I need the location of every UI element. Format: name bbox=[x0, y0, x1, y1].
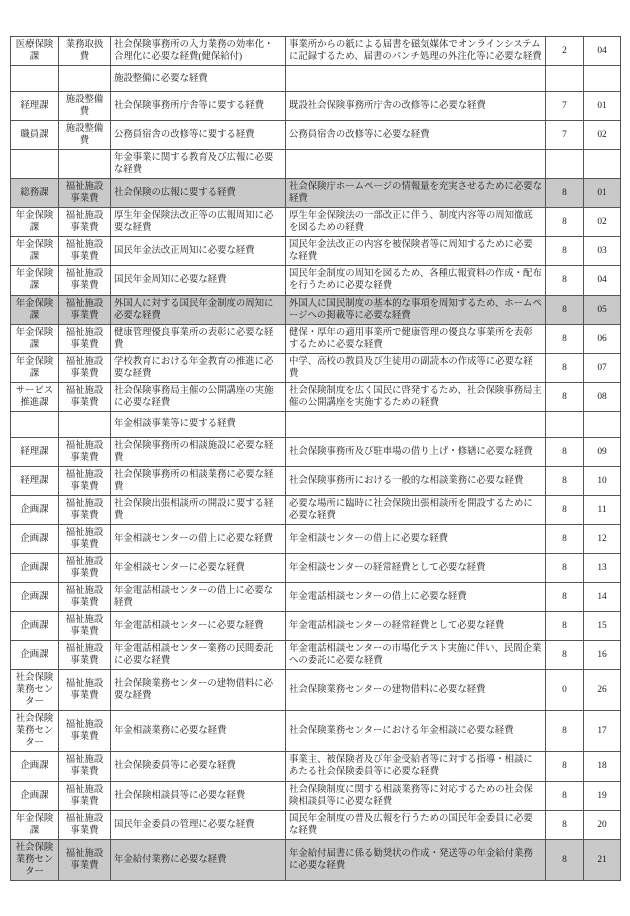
cell-item: 年金相談センターに必要な経費 bbox=[111, 554, 286, 583]
table-row bbox=[11, 324, 621, 353]
cell-division: 企画課 bbox=[11, 583, 59, 612]
cell-code2: 26 bbox=[584, 670, 621, 711]
cell-description: 社会保険事務所における一般的な相談業務に必要な経費 bbox=[286, 466, 546, 495]
cell-code1: 8 bbox=[546, 554, 584, 583]
cell-item: 健康管理優良事業所の表彰に必要な経費 bbox=[111, 324, 286, 353]
cell-division: 年金保険課 bbox=[11, 324, 59, 353]
cell-description: 厚生年金保険法の一部改正に伴う、制度内容等の周知徹底を図るための経費 bbox=[286, 208, 546, 237]
cell-code1: 8 bbox=[546, 237, 584, 266]
cell-item: 社会保険事務所の入力業務の効率化・合理化に必要な経費(健保給付) bbox=[111, 37, 286, 66]
cell-item: 社会保険出張相談所の開設に要する経費 bbox=[111, 495, 286, 524]
cell-division bbox=[11, 150, 59, 179]
cell-item: 年金電話相談センターに必要な経費 bbox=[111, 612, 286, 641]
cell-description: 社会保険庁ホームページの情報量を充実させるために必要な経費 bbox=[286, 179, 546, 208]
cell-code2 bbox=[584, 411, 621, 437]
cell-expense-category: 施設整備費 bbox=[59, 92, 111, 121]
table-row bbox=[11, 641, 621, 670]
cell-code2: 02 bbox=[584, 208, 621, 237]
cell-code2: 03 bbox=[584, 237, 621, 266]
table-row bbox=[11, 179, 621, 208]
cell-description: 社会保険事務所及び駐車場の借り上げ・修繕に必要な経費 bbox=[286, 437, 546, 466]
cell-expense-category: 福祉施設事業費 bbox=[59, 353, 111, 382]
cell-code2: 01 bbox=[584, 92, 621, 121]
cell-division: 社会保険業務センター bbox=[11, 711, 59, 752]
cell-description: 社会保険制度に関する相談業務等に対応するための社会保険相談員等に必要な経費 bbox=[286, 781, 546, 810]
cell-description: 年金相談センターの借上に必要な経費 bbox=[286, 524, 546, 553]
cell-division bbox=[11, 411, 59, 437]
cell-expense-category: 福祉施設事業費 bbox=[59, 237, 111, 266]
cell-code2: 09 bbox=[584, 437, 621, 466]
cell-division: 企画課 bbox=[11, 495, 59, 524]
cell-code2: 13 bbox=[584, 554, 621, 583]
cell-expense-category bbox=[59, 150, 111, 179]
cell-code1: 8 bbox=[546, 324, 584, 353]
cell-expense-category: 福祉施設事業費 bbox=[59, 437, 111, 466]
table-row bbox=[11, 437, 621, 466]
table-row bbox=[11, 524, 621, 553]
cell-item: 年金給付業務に必要な経費 bbox=[111, 839, 286, 880]
cell-division: 年金保険課 bbox=[11, 208, 59, 237]
cell-expense-category: 福祉施設事業費 bbox=[59, 266, 111, 295]
cell-item: 厚生年金保険法改正等の広報周知に必要な経費 bbox=[111, 208, 286, 237]
cell-division: 企画課 bbox=[11, 781, 59, 810]
cell-division: サービス推進課 bbox=[11, 382, 59, 411]
cell-item: 施設整備に必要な経費 bbox=[111, 66, 286, 92]
table-row bbox=[11, 711, 621, 752]
cell-code1: 8 bbox=[546, 208, 584, 237]
cell-description: 社会保険業務センターの建物借料に必要な経費 bbox=[286, 670, 546, 711]
table-row bbox=[11, 208, 621, 237]
cell-description: 外国人に国民制度の基本的な事項を周知するため、ホームページへの掲載等に必要な経費 bbox=[286, 295, 546, 324]
cell-description: 年金電話相談センターの経常経費として必要な経費 bbox=[286, 612, 546, 641]
cell-expense-category: 福祉施設事業費 bbox=[59, 208, 111, 237]
table-row bbox=[11, 37, 621, 66]
cell-code2: 15 bbox=[584, 612, 621, 641]
cell-code2: 19 bbox=[584, 781, 621, 810]
cell-expense-category: 福祉施設事業費 bbox=[59, 179, 111, 208]
table-row bbox=[11, 839, 621, 880]
cell-division: 総務課 bbox=[11, 179, 59, 208]
table-row bbox=[11, 237, 621, 266]
cell-division: 年金保険課 bbox=[11, 810, 59, 839]
cell-item: 社会保険事務局主催の公開講座の実施に必要な経費 bbox=[111, 382, 286, 411]
cell-expense-category: 福祉施設事業費 bbox=[59, 810, 111, 839]
cell-code1: 8 bbox=[546, 466, 584, 495]
cell-item: 年金相談センターの借上に必要な経費 bbox=[111, 524, 286, 553]
cell-description: 中学、高校の教員及び生徒用の副読本の作成等に必要な経費 bbox=[286, 353, 546, 382]
cell-expense-category: 福祉施設事業費 bbox=[59, 781, 111, 810]
table-row bbox=[11, 266, 621, 295]
table-row bbox=[11, 121, 621, 150]
cell-code2: 14 bbox=[584, 583, 621, 612]
cell-code1: 7 bbox=[546, 92, 584, 121]
table-row bbox=[11, 150, 621, 179]
cell-division: 年金保険課 bbox=[11, 237, 59, 266]
table-row bbox=[11, 670, 621, 711]
cell-description: 年金電話相談センターの市場化テスト実施に伴い、民間企業への委託に必要な経費 bbox=[286, 641, 546, 670]
cell-code2: 05 bbox=[584, 295, 621, 324]
cell-code2 bbox=[584, 66, 621, 92]
cell-code1: 8 bbox=[546, 583, 584, 612]
cell-code2 bbox=[584, 150, 621, 179]
cell-expense-category: 福祉施設事業費 bbox=[59, 670, 111, 711]
cell-item: 社会保険事務所の相談業務に必要な経費 bbox=[111, 466, 286, 495]
cell-code1: 8 bbox=[546, 266, 584, 295]
cell-code1: 8 bbox=[546, 839, 584, 880]
table-row bbox=[11, 495, 621, 524]
cell-division: 職員課 bbox=[11, 121, 59, 150]
cell-item: 年金相談事業等に要する経費 bbox=[111, 411, 286, 437]
cell-description: 年金相談センターの経常経費として必要な経費 bbox=[286, 554, 546, 583]
cell-code1 bbox=[546, 411, 584, 437]
cell-description bbox=[286, 150, 546, 179]
cell-division: 企画課 bbox=[11, 641, 59, 670]
cell-expense-category: 業務取扱費 bbox=[59, 37, 111, 66]
cell-description bbox=[286, 411, 546, 437]
cell-item: 外国人に対する国民年金制度の周知に必要な経費 bbox=[111, 295, 286, 324]
cell-expense-category: 施設整備費 bbox=[59, 121, 111, 150]
table-row bbox=[11, 382, 621, 411]
cell-code2: 21 bbox=[584, 839, 621, 880]
cell-expense-category: 福祉施設事業費 bbox=[59, 583, 111, 612]
cell-division: 経理課 bbox=[11, 92, 59, 121]
cell-item: 年金相談業務に必要な経費 bbox=[111, 711, 286, 752]
cell-description: 健保・厚年の適用事業所で健康管理の優良な事業所を表彰するために必要な経費 bbox=[286, 324, 546, 353]
cell-division: 企画課 bbox=[11, 752, 59, 781]
cell-item: 社会保険の広報に要する経費 bbox=[111, 179, 286, 208]
cell-division bbox=[11, 66, 59, 92]
cell-division: 企画課 bbox=[11, 612, 59, 641]
cell-code2: 16 bbox=[584, 641, 621, 670]
table-row bbox=[11, 411, 621, 437]
cell-expense-category bbox=[59, 66, 111, 92]
cell-code1: 8 bbox=[546, 437, 584, 466]
cell-code1: 8 bbox=[546, 641, 584, 670]
cell-code2: 08 bbox=[584, 382, 621, 411]
cell-expense-category: 福祉施設事業費 bbox=[59, 524, 111, 553]
cell-code1: 8 bbox=[546, 295, 584, 324]
cell-code2: 04 bbox=[584, 266, 621, 295]
cell-division: 年金保険課 bbox=[11, 353, 59, 382]
cell-code1: 8 bbox=[546, 495, 584, 524]
cell-item: 社会保険委員等に必要な経費 bbox=[111, 752, 286, 781]
cell-item: 年金電話相談センターの借上に必要な経費 bbox=[111, 583, 286, 612]
cell-code1: 8 bbox=[546, 781, 584, 810]
cell-code1: 8 bbox=[546, 752, 584, 781]
cell-description: 事業所からの紙による届書を磁気媒体でオンラインシステムに記録するため、届書のパンチ処理の外注化等に必要な経費 bbox=[286, 37, 546, 66]
cell-expense-category: 福祉施設事業費 bbox=[59, 752, 111, 781]
budget-table-body bbox=[11, 37, 621, 881]
cell-code1: 8 bbox=[546, 353, 584, 382]
cell-code2: 10 bbox=[584, 466, 621, 495]
cell-code1: 7 bbox=[546, 121, 584, 150]
cell-code1: 8 bbox=[546, 382, 584, 411]
cell-item: 社会保険業務センターの建物借料に必要な経費 bbox=[111, 670, 286, 711]
cell-expense-category: 福祉施設事業費 bbox=[59, 554, 111, 583]
cell-description: 社会保険業務センターにおける年金相談に必要な経費 bbox=[286, 711, 546, 752]
cell-item: 公務員宿舎の改修等に要する経費 bbox=[111, 121, 286, 150]
cell-division: 年金保険課 bbox=[11, 295, 59, 324]
cell-description: 年金電話相談センターの借上に必要な経費 bbox=[286, 583, 546, 612]
cell-division: 社会保険業務センター bbox=[11, 670, 59, 711]
cell-item: 国民年金周知に必要な経費 bbox=[111, 266, 286, 295]
cell-code2: 01 bbox=[584, 179, 621, 208]
table-row bbox=[11, 92, 621, 121]
cell-item: 年金事業に関する教育及び広報に必要な経費 bbox=[111, 150, 286, 179]
cell-description: 年金給付届書に係る勧奨状の作成・発送等の年金給付業務に必要な経費 bbox=[286, 839, 546, 880]
cell-code1: 8 bbox=[546, 612, 584, 641]
cell-expense-category: 福祉施設事業費 bbox=[59, 324, 111, 353]
cell-expense-category: 福祉施設事業費 bbox=[59, 612, 111, 641]
cell-description: 必要な場所に臨時に社会保険出張相談所を開設するために必要な経費 bbox=[286, 495, 546, 524]
cell-code1: 8 bbox=[546, 711, 584, 752]
cell-item: 年金電話相談センター業務の民間委託に必要な経費 bbox=[111, 641, 286, 670]
cell-description: 既設社会保険事務所庁舎の改修等に必要な経費 bbox=[286, 92, 546, 121]
cell-expense-category: 福祉施設事業費 bbox=[59, 295, 111, 324]
cell-code1: 8 bbox=[546, 179, 584, 208]
cell-code2: 20 bbox=[584, 810, 621, 839]
cell-division: 経理課 bbox=[11, 437, 59, 466]
cell-description: 公務員宿舎の改修等に必要な経費 bbox=[286, 121, 546, 150]
cell-expense-category: 福祉施設事業費 bbox=[59, 839, 111, 880]
cell-code2: 12 bbox=[584, 524, 621, 553]
cell-item: 国民年金法改正周知に必要な経費 bbox=[111, 237, 286, 266]
cell-division: 経理課 bbox=[11, 466, 59, 495]
cell-code1 bbox=[546, 66, 584, 92]
cell-item: 社会保険事務所庁舎等に要する経費 bbox=[111, 92, 286, 121]
table-row bbox=[11, 295, 621, 324]
cell-code2: 11 bbox=[584, 495, 621, 524]
cell-expense-category: 福祉施設事業費 bbox=[59, 495, 111, 524]
table-row bbox=[11, 752, 621, 781]
cell-code2: 04 bbox=[584, 37, 621, 66]
cell-division: 企画課 bbox=[11, 554, 59, 583]
cell-item: 国民年金委員の管理に必要な経費 bbox=[111, 810, 286, 839]
cell-expense-category: 福祉施設事業費 bbox=[59, 382, 111, 411]
table-row bbox=[11, 781, 621, 810]
table-row bbox=[11, 583, 621, 612]
cell-expense-category bbox=[59, 411, 111, 437]
cell-description bbox=[286, 66, 546, 92]
table-row bbox=[11, 810, 621, 839]
table-row bbox=[11, 66, 621, 92]
cell-division: 年金保険課 bbox=[11, 266, 59, 295]
cell-code1: 8 bbox=[546, 810, 584, 839]
cell-description: 国民年金法改正の内容を被保険者等に周知するために必要な経費 bbox=[286, 237, 546, 266]
cell-code1: 2 bbox=[546, 37, 584, 66]
cell-expense-category: 福祉施設事業費 bbox=[59, 466, 111, 495]
cell-code2: 17 bbox=[584, 711, 621, 752]
cell-code1: 8 bbox=[546, 524, 584, 553]
cell-code2: 07 bbox=[584, 353, 621, 382]
cell-item: 学校教育における年金教育の推進に必要な経費 bbox=[111, 353, 286, 382]
cell-code2: 02 bbox=[584, 121, 621, 150]
cell-division: 医療保険課 bbox=[11, 37, 59, 66]
table-row bbox=[11, 612, 621, 641]
table-row bbox=[11, 554, 621, 583]
cell-code2: 06 bbox=[584, 324, 621, 353]
cell-description: 国民年金制度の普及広報を行うための国民年金委員に必要な経費 bbox=[286, 810, 546, 839]
cell-expense-category: 福祉施設事業費 bbox=[59, 711, 111, 752]
cell-code1 bbox=[546, 150, 584, 179]
cell-description: 社会保険制度を広く国民に啓発するため、社会保険事務局主催の公開講座を実施するための経費 bbox=[286, 382, 546, 411]
cell-description: 事業主、被保険者及び年金受給者等に対する指導・相談にあたる社会保険委員等に必要な経費 bbox=[286, 752, 546, 781]
cell-division: 社会保険業務センター bbox=[11, 839, 59, 880]
budget-table bbox=[10, 36, 621, 881]
table-row bbox=[11, 353, 621, 382]
cell-description: 国民年金制度の周知を図るため、各種広報資料の作成・配布を行うために必要な経費 bbox=[286, 266, 546, 295]
cell-expense-category: 福祉施設事業費 bbox=[59, 641, 111, 670]
cell-division: 企画課 bbox=[11, 524, 59, 553]
cell-code2: 18 bbox=[584, 752, 621, 781]
cell-item: 社会保険相談員等に必要な経費 bbox=[111, 781, 286, 810]
cell-item: 社会保険事務所の相談施設に必要な経費 bbox=[111, 437, 286, 466]
table-row bbox=[11, 466, 621, 495]
cell-code1: 0 bbox=[546, 670, 584, 711]
